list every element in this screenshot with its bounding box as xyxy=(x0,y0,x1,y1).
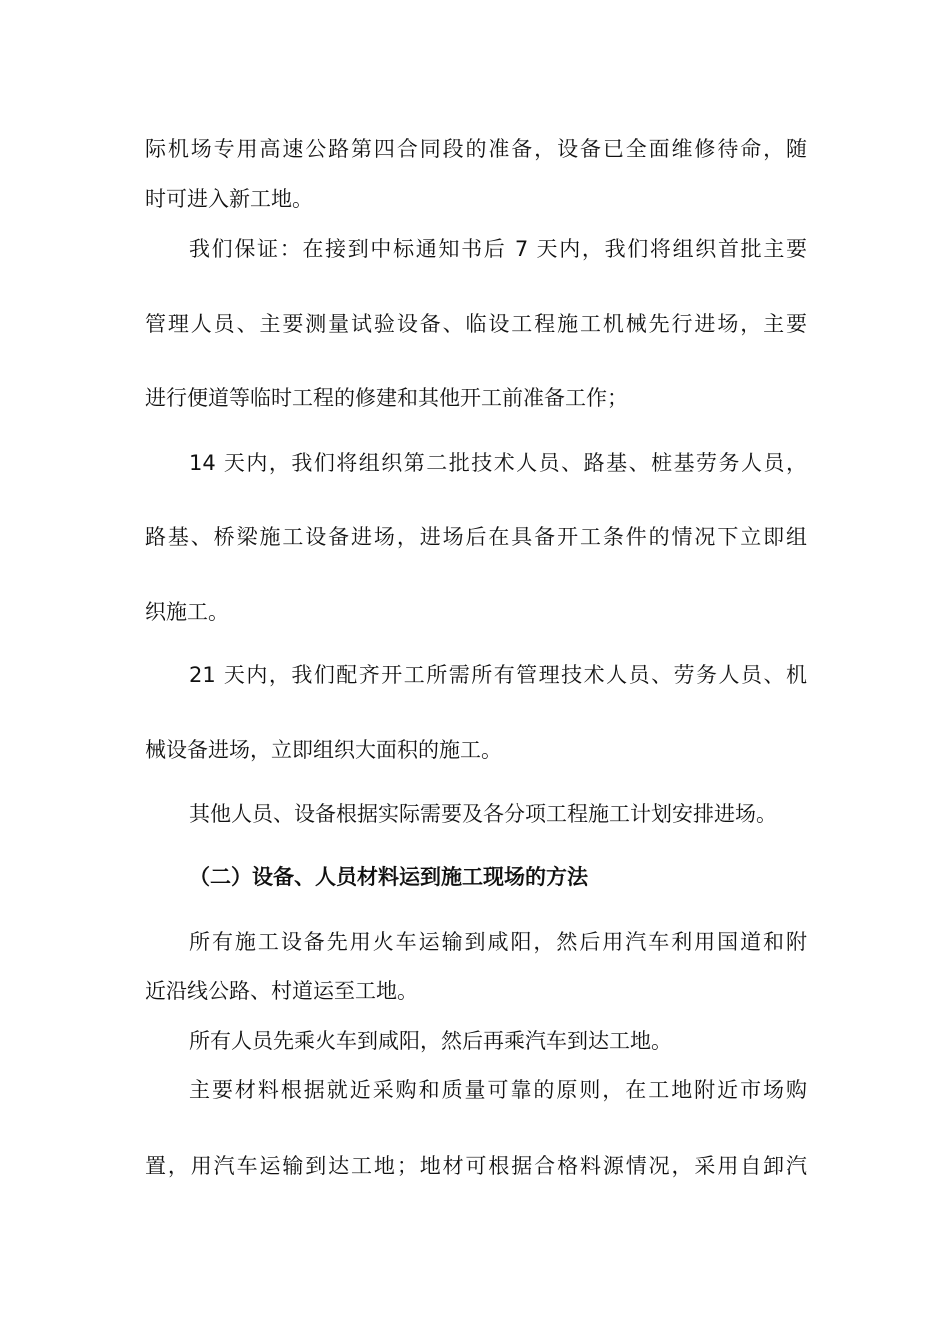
paragraph-line: 织施工。 xyxy=(145,600,229,624)
paragraph-line: 置，用汽车运输到达工地；地材可根据合格料源情况，采用自卸汽 xyxy=(145,1154,807,1178)
paragraph-line: 时可进入新工地。 xyxy=(145,187,313,211)
paragraph-line: 14 天内，我们将组织第二批技术人员、路基、桩基劳务人员， xyxy=(189,451,807,475)
paragraph-line: 路基、桥梁施工设备进场，进场后在具备开工条件的情况下立即组 xyxy=(145,525,807,549)
paragraph-line: 21 天内，我们配齐开工所需所有管理技术人员、劳务人员、机 xyxy=(189,663,807,687)
paragraph-line: 所有人员先乘火车到咸阳，然后再乘汽车到达工地。 xyxy=(189,1029,672,1053)
paragraph-line: 主要材料根据就近采购和质量可靠的原则，在工地附近市场购 xyxy=(189,1078,807,1102)
paragraph-line: 际机场专用高速公路第四合同段的准备，设备已全面维修待命，随 xyxy=(145,137,807,161)
paragraph-line: 所有施工设备先用火车运输到咸阳，然后用汽车利用国道和附 xyxy=(189,930,807,954)
paragraph-line: 管理人员、主要测量试验设备、临设工程施工机械先行进场，主要 xyxy=(145,312,807,336)
paragraph-line: 其他人员、设备根据实际需要及各分项工程施工计划安排进场。 xyxy=(189,802,777,826)
paragraph-line: 近沿线公路、村道运至工地。 xyxy=(145,979,418,1003)
paragraph-line: 我们保证：在接到中标通知书后 7 天内，我们将组织首批主要 xyxy=(189,237,807,261)
paragraph-line: 械设备进场，立即组织大面积的施工。 xyxy=(145,738,502,762)
paragraph-line: 进行便道等临时工程的修建和其他开工前准备工作； xyxy=(145,386,628,410)
section-heading: （二）设备、人员材料运到施工现场的方法 xyxy=(189,865,588,889)
